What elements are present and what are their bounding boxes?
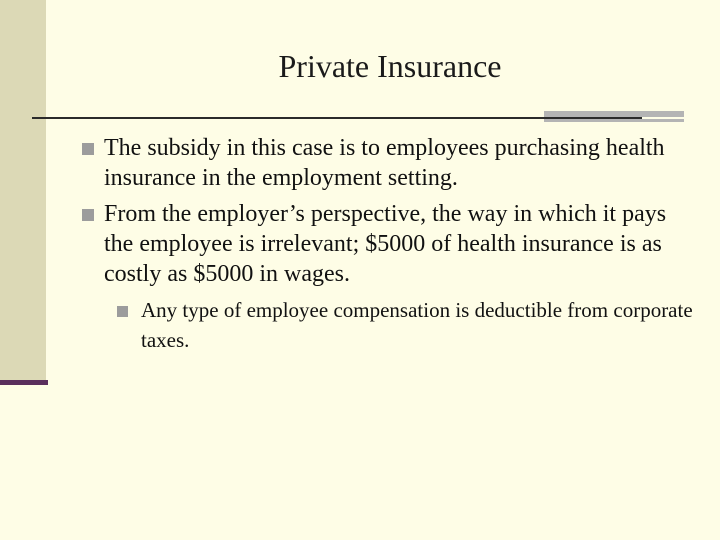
title-divider-accent — [544, 111, 684, 117]
bullet-list — [82, 133, 694, 355]
bullet-square-icon — [82, 209, 94, 221]
sub-bullet-item — [117, 295, 694, 355]
bullet-item — [82, 199, 694, 289]
sub-bullet-square-icon — [117, 306, 128, 317]
title-divider-accent-lower — [544, 119, 684, 122]
bullet-square-icon — [82, 143, 94, 155]
left-decorative-band — [0, 0, 46, 383]
bullet-item — [82, 133, 694, 193]
slide-title: Private Insurance — [278, 48, 502, 84]
bullet-text: From the employer’s perspective, the way in which it pays the employee is irrelevant; $5000 of health insurance is as costly as $5000 in wages. — [104, 201, 667, 287]
left-accent-bar — [0, 380, 48, 385]
bullet-text: The subsidy in this case is to employees purchasing health insurance in the employment setting. — [104, 135, 665, 191]
sub-bullet-text: Any type of employee compensation is deductible from corporate taxes. — [141, 298, 693, 352]
